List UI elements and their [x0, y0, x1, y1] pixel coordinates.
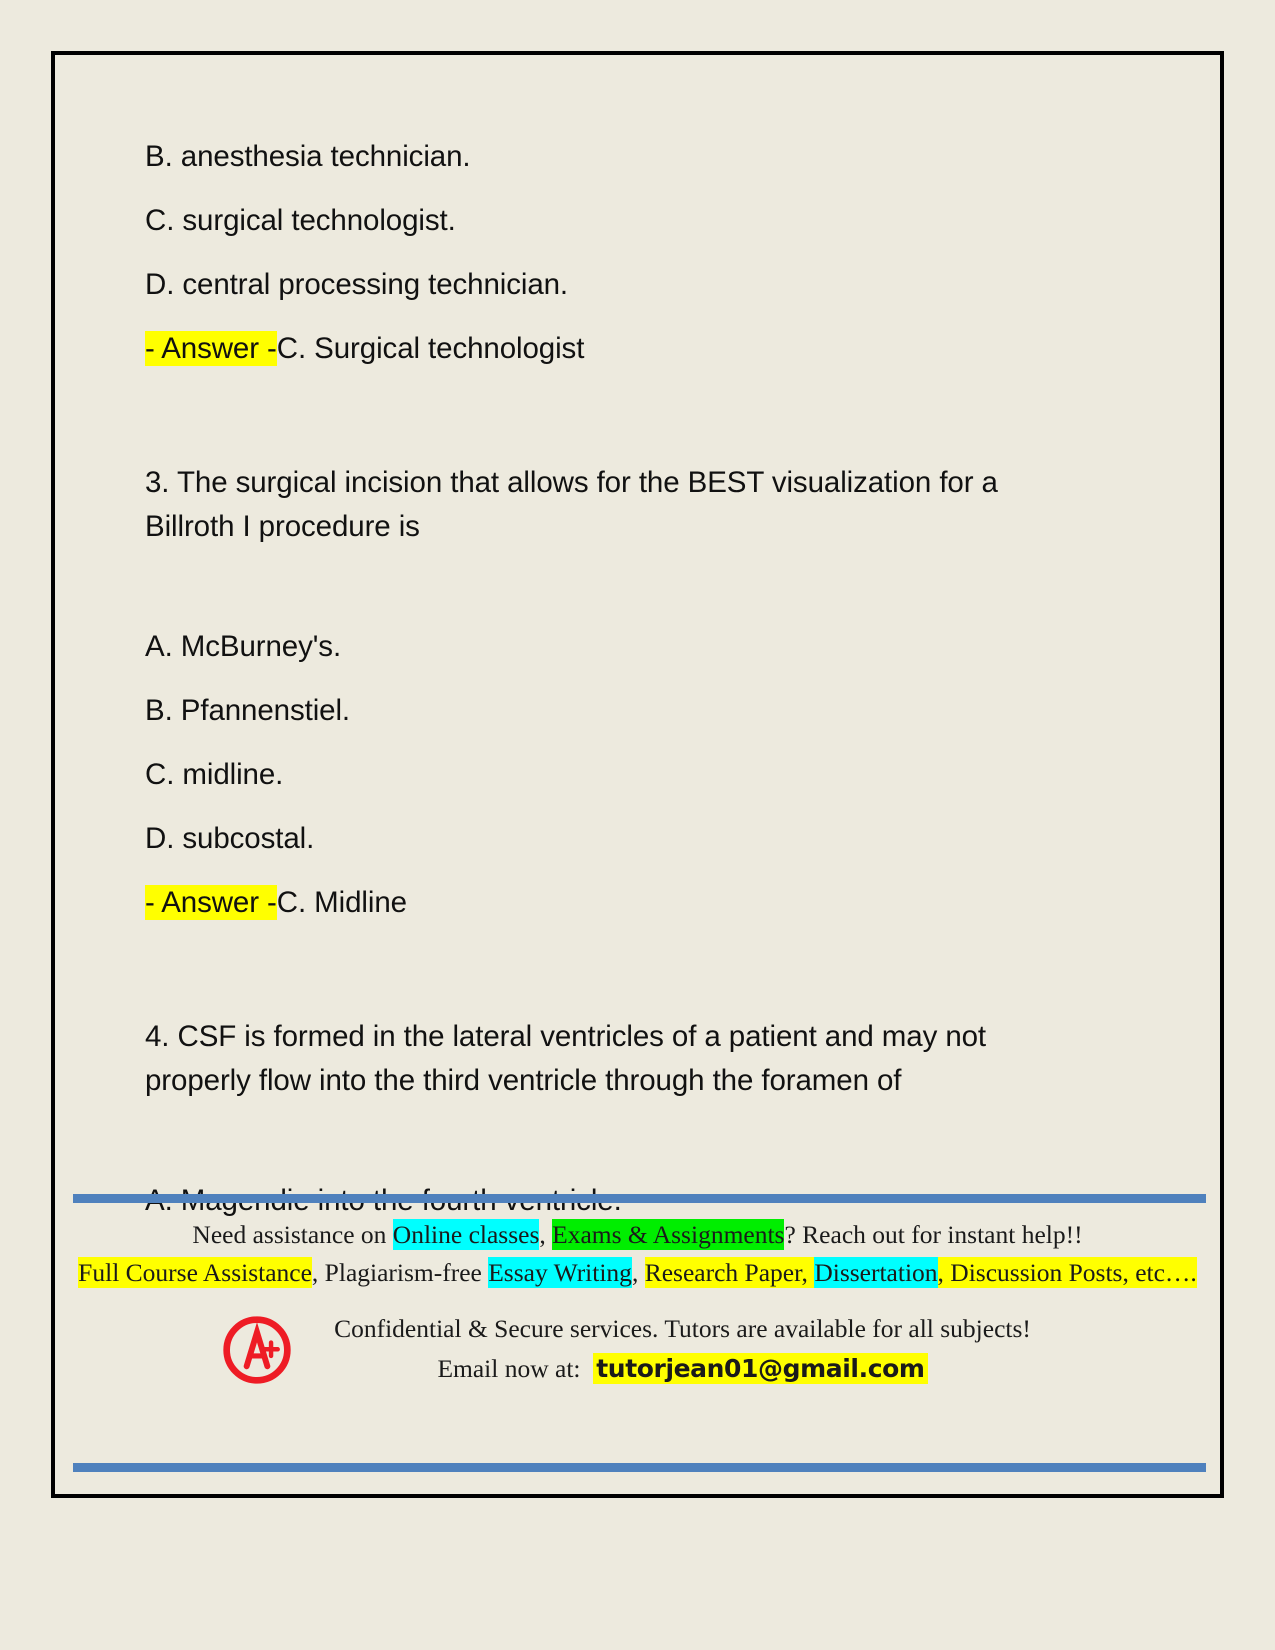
question-4-line-1: 4. CSF is formed in the lateral ventricles of a patient and may not: [145, 1020, 987, 1053]
footer-l1-seg5: ? Reach out for instant help!!: [784, 1220, 1083, 1249]
q3-option-c: C. midline.: [145, 758, 284, 791]
spacer: [145, 307, 1145, 327]
spacer: [145, 549, 1145, 625]
footer-email-line: [305, 1349, 1060, 1389]
spacer: [145, 1103, 1145, 1179]
footer-tagline: Confidential & Secure services. Tutors are available for all subjects!: [334, 1314, 1031, 1343]
footer-l2-seg2: , Plagiarism-free: [311, 1258, 489, 1287]
footer-l2-seg4: ,: [631, 1258, 645, 1287]
answer-line-question-3: [145, 881, 1145, 925]
option-c-surgical: C. surgical technologist.: [145, 204, 456, 237]
email-prefix-label: Email now at:: [437, 1354, 594, 1383]
question-4-line-2: properly flow into the third ventricle through the foramen of: [145, 1064, 902, 1097]
a-plus-grade-icon: [220, 1313, 294, 1387]
answer-text: C. Midline: [276, 886, 407, 919]
answer-text: C. Surgical technologist: [276, 332, 585, 365]
footer-exams-assignments: Exams & Assignments: [552, 1220, 785, 1249]
spacer: [145, 371, 1145, 461]
footer-promo-text: [55, 1216, 1220, 1292]
spacer: [145, 925, 1145, 1015]
answer-label-highlight: - Answer -: [145, 332, 277, 365]
spacer: [145, 669, 1145, 689]
email-address[interactable]: tutorjean01@gmail.com: [593, 1353, 927, 1384]
footer-essay-writing: Essay Writing: [488, 1258, 632, 1287]
document-body: [145, 135, 1145, 1223]
footer-line-1: [55, 1216, 1220, 1254]
q3-option-a: A. McBurney's.: [145, 630, 342, 663]
option-b-anesthesia: B. anesthesia technician.: [145, 140, 471, 173]
q3-option-b: B. Pfannenstiel.: [145, 694, 351, 727]
spacer: [145, 179, 1145, 199]
spacer: [145, 861, 1145, 881]
footer-l1-seg3: ,: [539, 1220, 553, 1249]
question-3-line-1: 3. The surgical incision that allows for the BEST visualization for a: [145, 466, 998, 499]
footer-full-course-assistance: Full Course Assistance: [78, 1258, 312, 1287]
footer: [55, 1194, 1220, 1494]
spacer: [145, 797, 1145, 817]
answer-line-question-2: [145, 327, 1145, 371]
spacer: [145, 733, 1145, 753]
footer-contact-text: [305, 1309, 1060, 1389]
footer-dissertation: Dissertation: [814, 1258, 938, 1287]
page-border-frame: [51, 51, 1224, 1498]
spacer: [145, 243, 1145, 263]
footer-l1-seg1: Need assistance on: [192, 1220, 393, 1249]
footer-contact-row: [55, 1309, 1220, 1419]
q3-option-d: D. subcostal.: [145, 822, 315, 855]
question-3-line-2: Billroth I procedure is: [145, 510, 420, 543]
footer-divider-bottom: [73, 1463, 1206, 1472]
footer-online-classes: Online classes: [392, 1220, 540, 1249]
footer-research-paper: Research Paper,: [644, 1258, 815, 1287]
footer-line-2: [55, 1254, 1220, 1292]
option-d-central: D. central processing technician.: [145, 268, 569, 301]
footer-discussion-posts: , Discussion Posts, etc….: [937, 1258, 1197, 1287]
footer-divider-top: [73, 1194, 1206, 1203]
answer-label-highlight: - Answer -: [145, 886, 277, 919]
